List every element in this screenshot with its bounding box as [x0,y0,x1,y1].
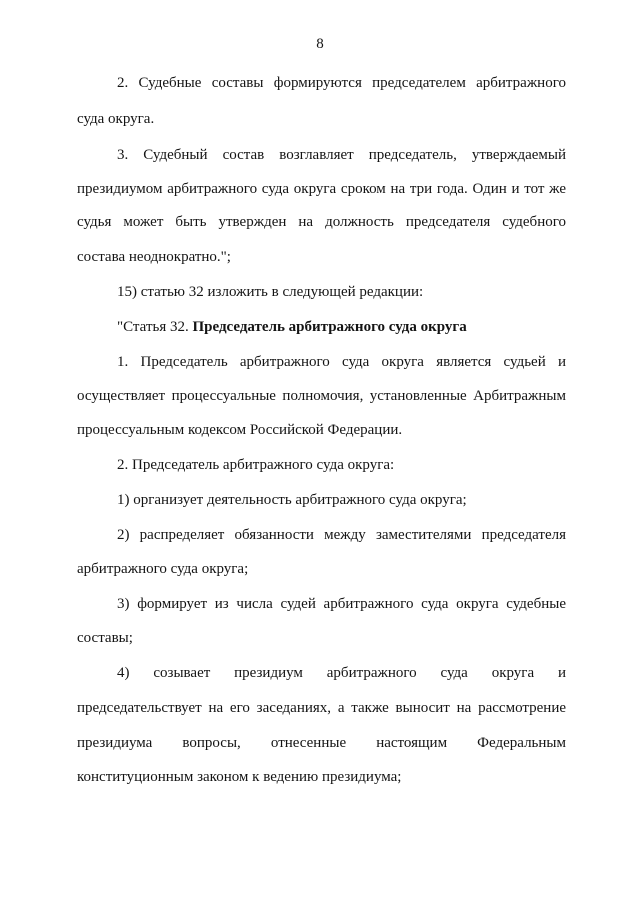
text-line: 2) распределяет обязанности между заместителями председателя [117,527,566,543]
text-line: президиума вопросы, отнесенные настоящим Федеральным [77,735,566,751]
text-line: 2. Судебные составы формируются председателем арбитражного [117,75,566,91]
text-line: конституционным законом к ведению президиума; [77,769,402,785]
text-line: 2. Председатель арбитражного суда округа: [117,457,395,473]
text-line: 4) созывает президиум арбитражного суда округа и [117,665,566,681]
text-line: 3) формирует из числа судей арбитражного суда округа судебные [117,596,566,612]
article-heading [117,320,566,335]
text-line: 1) организует деятельность арбитражного суда округа; [117,492,467,508]
text-line: процессуальным кодексом Российской Федерации. [77,422,403,438]
text-line: состава неоднократно."; [77,249,231,265]
text-line: председательствует на его заседаниях, а также выносит на рассмотрение [77,700,566,716]
text-line: 1. Председатель арбитражного суда округа является судьей и [117,354,566,370]
text-line: осуществляет процессуальные полномочия, установленные Арбитражным [77,388,566,404]
article-heading-prefix: "Статья 32. [117,319,193,335]
text-line: президиумом арбитражного суда округа сроком на три года. Один и тот же [77,181,566,197]
text-line: 15) статью 32 изложить в следующей редакции: [117,284,424,300]
text-line: 3. Судебный состав возглавляет председатель, утверждаемый [117,147,566,163]
text-line: суда округа. [77,111,155,127]
text-line: составы; [77,630,133,646]
text-line: судья может быть утвержден на должность председателя судебного [77,214,566,230]
article-heading-title: Председатель арбитражного суда округа [192,319,467,335]
page-number: 8 [316,36,324,52]
text-line: арбитражного суда округа; [77,561,249,577]
